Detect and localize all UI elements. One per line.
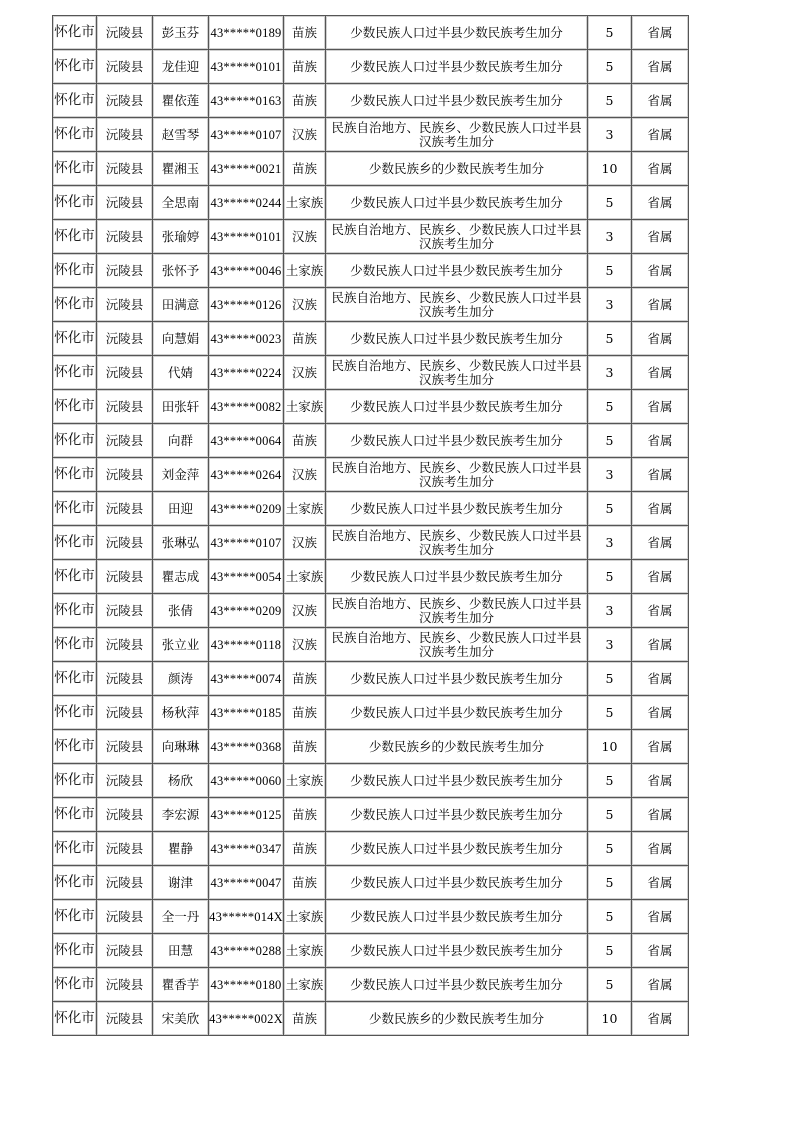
cell-bonus-reason: 少数民族人口过半县少数民族考生加分 [326,16,588,50]
cell-bonus-reason: 少数民族人口过半县少数民族考生加分 [326,696,588,730]
cell-city: 怀化市 [53,764,97,798]
cell-id-number: 43*****0074 [209,662,284,696]
cell-county: 沅陵县 [97,764,153,798]
cell-bonus-reason: 少数民族乡的少数民族考生加分 [326,730,588,764]
table-row [53,84,689,118]
cell-city: 怀化市 [53,968,97,1002]
cell-city: 怀化市 [53,288,97,322]
cell-county: 沅陵县 [97,356,153,390]
cell-bonus-points: 5 [588,492,632,526]
cell-id-number: 43*****0180 [209,968,284,1002]
table-row [53,968,689,1002]
cell-name: 张倩 [153,594,209,628]
table-row [53,322,689,356]
cell-county: 沅陵县 [97,152,153,186]
cell-name: 张瑜婷 [153,220,209,254]
cell-county: 沅陵县 [97,288,153,322]
cell-city: 怀化市 [53,900,97,934]
cell-ethnicity: 苗族 [284,866,326,900]
cell-ethnicity: 苗族 [284,50,326,84]
cell-id-number: 43*****002X [209,1002,284,1036]
cell-jurisdiction: 省属 [632,798,689,832]
table-row [53,730,689,764]
cell-city: 怀化市 [53,220,97,254]
cell-ethnicity: 苗族 [284,798,326,832]
table-row [53,16,689,50]
cell-bonus-points: 3 [588,220,632,254]
cell-jurisdiction: 省属 [632,900,689,934]
table-row [53,866,689,900]
cell-bonus-points: 5 [588,560,632,594]
cell-city: 怀化市 [53,730,97,764]
table-row [53,356,689,390]
cell-county: 沅陵县 [97,186,153,220]
cell-county: 沅陵县 [97,118,153,152]
cell-bonus-points: 3 [588,594,632,628]
table-row [53,832,689,866]
cell-bonus-points: 3 [588,526,632,560]
cell-jurisdiction: 省属 [632,764,689,798]
cell-name: 瞿依莲 [153,84,209,118]
table-row [53,1002,689,1036]
cell-bonus-reason: 民族自治地方、民族乡、少数民族人口过半县汉族考生加分 [326,220,588,254]
cell-county: 沅陵县 [97,390,153,424]
cell-name: 向琳琳 [153,730,209,764]
cell-bonus-points: 5 [588,50,632,84]
cell-bonus-points: 5 [588,424,632,458]
cell-jurisdiction: 省属 [632,866,689,900]
cell-bonus-points: 5 [588,798,632,832]
cell-county: 沅陵县 [97,594,153,628]
cell-bonus-points: 10 [588,730,632,764]
table-row [53,424,689,458]
cell-bonus-reason: 民族自治地方、民族乡、少数民族人口过半县汉族考生加分 [326,118,588,152]
cell-county: 沅陵县 [97,254,153,288]
cell-name: 全思南 [153,186,209,220]
cell-ethnicity: 汉族 [284,288,326,322]
cell-name: 瞿香芋 [153,968,209,1002]
cell-ethnicity: 苗族 [284,16,326,50]
cell-bonus-reason: 少数民族人口过半县少数民族考生加分 [326,254,588,288]
cell-bonus-reason: 少数民族人口过半县少数民族考生加分 [326,798,588,832]
table-row [53,662,689,696]
cell-name: 宋美欣 [153,1002,209,1036]
cell-id-number: 43*****0189 [209,16,284,50]
cell-city: 怀化市 [53,186,97,220]
cell-county: 沅陵县 [97,220,153,254]
cell-bonus-reason: 少数民族人口过半县少数民族考生加分 [326,84,588,118]
cell-city: 怀化市 [53,16,97,50]
cell-ethnicity: 土家族 [284,254,326,288]
cell-ethnicity: 土家族 [284,560,326,594]
cell-jurisdiction: 省属 [632,390,689,424]
cell-id-number: 43*****014X [209,900,284,934]
cell-id-number: 43*****0101 [209,50,284,84]
cell-id-number: 43*****0046 [209,254,284,288]
cell-bonus-reason: 少数民族人口过半县少数民族考生加分 [326,50,588,84]
cell-bonus-points: 3 [588,118,632,152]
cell-county: 沅陵县 [97,696,153,730]
cell-bonus-points: 5 [588,866,632,900]
cell-bonus-points: 5 [588,16,632,50]
cell-bonus-reason: 民族自治地方、民族乡、少数民族人口过半县汉族考生加分 [326,594,588,628]
cell-name: 赵雪琴 [153,118,209,152]
cell-city: 怀化市 [53,254,97,288]
cell-city: 怀化市 [53,696,97,730]
cell-county: 沅陵县 [97,798,153,832]
cell-jurisdiction: 省属 [632,628,689,662]
cell-id-number: 43*****0021 [209,152,284,186]
cell-ethnicity: 土家族 [284,390,326,424]
cell-jurisdiction: 省属 [632,254,689,288]
table-row [53,764,689,798]
cell-county: 沅陵县 [97,900,153,934]
cell-bonus-points: 5 [588,322,632,356]
cell-bonus-reason: 少数民族人口过半县少数民族考生加分 [326,424,588,458]
cell-ethnicity: 汉族 [284,356,326,390]
cell-id-number: 43*****0107 [209,526,284,560]
cell-county: 沅陵县 [97,730,153,764]
cell-ethnicity: 苗族 [284,322,326,356]
cell-bonus-reason: 少数民族乡的少数民族考生加分 [326,152,588,186]
cell-city: 怀化市 [53,628,97,662]
cell-ethnicity: 土家族 [284,934,326,968]
cell-name: 向慧娟 [153,322,209,356]
cell-name: 杨秋萍 [153,696,209,730]
cell-bonus-points: 3 [588,628,632,662]
cell-id-number: 43*****0125 [209,798,284,832]
cell-bonus-points: 5 [588,84,632,118]
cell-id-number: 43*****0224 [209,356,284,390]
cell-jurisdiction: 省属 [632,288,689,322]
cell-name: 刘金萍 [153,458,209,492]
cell-bonus-points: 10 [588,1002,632,1036]
cell-ethnicity: 汉族 [284,458,326,492]
cell-bonus-reason: 少数民族人口过半县少数民族考生加分 [326,832,588,866]
table-row [53,254,689,288]
cell-ethnicity: 土家族 [284,492,326,526]
cell-bonus-reason: 少数民族人口过半县少数民族考生加分 [326,866,588,900]
cell-ethnicity: 土家族 [284,968,326,1002]
cell-bonus-points: 5 [588,900,632,934]
cell-bonus-points: 3 [588,356,632,390]
cell-ethnicity: 汉族 [284,594,326,628]
cell-jurisdiction: 省属 [632,934,689,968]
table-row [53,118,689,152]
table-row [53,492,689,526]
cell-name: 田慧 [153,934,209,968]
table-row [53,186,689,220]
cell-city: 怀化市 [53,84,97,118]
cell-county: 沅陵县 [97,50,153,84]
cell-jurisdiction: 省属 [632,492,689,526]
cell-jurisdiction: 省属 [632,152,689,186]
cell-jurisdiction: 省属 [632,16,689,50]
cell-name: 代婧 [153,356,209,390]
cell-bonus-reason: 少数民族人口过半县少数民族考生加分 [326,764,588,798]
cell-id-number: 43*****0209 [209,594,284,628]
cell-id-number: 43*****0054 [209,560,284,594]
cell-id-number: 43*****0047 [209,866,284,900]
cell-ethnicity: 土家族 [284,186,326,220]
cell-county: 沅陵县 [97,322,153,356]
cell-bonus-points: 3 [588,458,632,492]
bonus-points-table [52,15,689,1036]
cell-name: 龙佳迎 [153,50,209,84]
cell-bonus-reason: 少数民族人口过半县少数民族考生加分 [326,186,588,220]
cell-city: 怀化市 [53,356,97,390]
cell-ethnicity: 汉族 [284,220,326,254]
cell-bonus-reason: 民族自治地方、民族乡、少数民族人口过半县汉族考生加分 [326,458,588,492]
table-row [53,594,689,628]
cell-bonus-reason: 少数民族人口过半县少数民族考生加分 [326,492,588,526]
cell-county: 沅陵县 [97,628,153,662]
cell-ethnicity: 汉族 [284,628,326,662]
cell-name: 张怀予 [153,254,209,288]
table-row [53,526,689,560]
cell-county: 沅陵县 [97,458,153,492]
cell-city: 怀化市 [53,934,97,968]
cell-county: 沅陵县 [97,492,153,526]
cell-county: 沅陵县 [97,424,153,458]
cell-bonus-points: 5 [588,696,632,730]
cell-ethnicity: 苗族 [284,662,326,696]
cell-name: 田迎 [153,492,209,526]
cell-jurisdiction: 省属 [632,322,689,356]
cell-bonus-points: 5 [588,254,632,288]
table-row [53,458,689,492]
cell-ethnicity: 苗族 [284,84,326,118]
cell-id-number: 43*****0209 [209,492,284,526]
cell-id-number: 43*****0368 [209,730,284,764]
cell-jurisdiction: 省属 [632,730,689,764]
table-row [53,50,689,84]
cell-bonus-reason: 少数民族乡的少数民族考生加分 [326,1002,588,1036]
cell-city: 怀化市 [53,492,97,526]
cell-jurisdiction: 省属 [632,662,689,696]
cell-jurisdiction: 省属 [632,50,689,84]
cell-city: 怀化市 [53,322,97,356]
cell-county: 沅陵县 [97,16,153,50]
cell-bonus-points: 5 [588,390,632,424]
cell-county: 沅陵县 [97,934,153,968]
cell-county: 沅陵县 [97,832,153,866]
cell-ethnicity: 土家族 [284,764,326,798]
cell-bonus-reason: 少数民族人口过半县少数民族考生加分 [326,390,588,424]
table-row [53,628,689,662]
cell-name: 田张轩 [153,390,209,424]
cell-jurisdiction: 省属 [632,186,689,220]
cell-name: 瞿志成 [153,560,209,594]
cell-id-number: 43*****0244 [209,186,284,220]
cell-name: 杨欣 [153,764,209,798]
cell-name: 彭玉芬 [153,16,209,50]
cell-id-number: 43*****0082 [209,390,284,424]
cell-bonus-reason: 民族自治地方、民族乡、少数民族人口过半县汉族考生加分 [326,526,588,560]
cell-jurisdiction: 省属 [632,560,689,594]
cell-name: 张琳弘 [153,526,209,560]
cell-city: 怀化市 [53,662,97,696]
cell-id-number: 43*****0126 [209,288,284,322]
cell-jurisdiction: 省属 [632,424,689,458]
cell-name: 李宏源 [153,798,209,832]
cell-bonus-points: 10 [588,152,632,186]
cell-id-number: 43*****0163 [209,84,284,118]
table-row [53,900,689,934]
cell-ethnicity: 苗族 [284,152,326,186]
cell-name: 全一丹 [153,900,209,934]
cell-jurisdiction: 省属 [632,832,689,866]
cell-name: 向群 [153,424,209,458]
cell-county: 沅陵县 [97,662,153,696]
cell-id-number: 43*****0107 [209,118,284,152]
cell-bonus-reason: 少数民族人口过半县少数民族考生加分 [326,900,588,934]
cell-ethnicity: 苗族 [284,696,326,730]
cell-ethnicity: 苗族 [284,730,326,764]
cell-county: 沅陵县 [97,560,153,594]
cell-ethnicity: 苗族 [284,1002,326,1036]
cell-bonus-points: 3 [588,288,632,322]
table-row [53,560,689,594]
cell-bonus-points: 5 [588,186,632,220]
cell-id-number: 43*****0064 [209,424,284,458]
cell-ethnicity: 汉族 [284,526,326,560]
cell-county: 沅陵县 [97,84,153,118]
cell-id-number: 43*****0347 [209,832,284,866]
cell-id-number: 43*****0023 [209,322,284,356]
cell-bonus-reason: 少数民族人口过半县少数民族考生加分 [326,662,588,696]
cell-jurisdiction: 省属 [632,118,689,152]
cell-name: 瞿静 [153,832,209,866]
cell-bonus-reason: 少数民族人口过半县少数民族考生加分 [326,322,588,356]
cell-bonus-reason: 少数民族人口过半县少数民族考生加分 [326,934,588,968]
cell-jurisdiction: 省属 [632,356,689,390]
cell-jurisdiction: 省属 [632,526,689,560]
cell-jurisdiction: 省属 [632,594,689,628]
cell-jurisdiction: 省属 [632,458,689,492]
cell-city: 怀化市 [53,152,97,186]
cell-id-number: 43*****0288 [209,934,284,968]
cell-ethnicity: 土家族 [284,900,326,934]
table-row [53,220,689,254]
cell-city: 怀化市 [53,118,97,152]
cell-name: 瞿湘玉 [153,152,209,186]
cell-bonus-reason: 少数民族人口过半县少数民族考生加分 [326,560,588,594]
cell-city: 怀化市 [53,390,97,424]
cell-name: 田满意 [153,288,209,322]
cell-city: 怀化市 [53,560,97,594]
cell-name: 张立业 [153,628,209,662]
table-row [53,798,689,832]
cell-city: 怀化市 [53,424,97,458]
cell-bonus-points: 5 [588,764,632,798]
cell-city: 怀化市 [53,594,97,628]
cell-jurisdiction: 省属 [632,696,689,730]
table-row [53,390,689,424]
cell-county: 沅陵县 [97,866,153,900]
cell-id-number: 43*****0101 [209,220,284,254]
cell-city: 怀化市 [53,866,97,900]
cell-jurisdiction: 省属 [632,968,689,1002]
cell-bonus-reason: 民族自治地方、民族乡、少数民族人口过半县汉族考生加分 [326,288,588,322]
cell-ethnicity: 苗族 [284,832,326,866]
cell-city: 怀化市 [53,50,97,84]
cell-jurisdiction: 省属 [632,1002,689,1036]
cell-bonus-reason: 少数民族人口过半县少数民族考生加分 [326,968,588,1002]
cell-city: 怀化市 [53,832,97,866]
cell-city: 怀化市 [53,526,97,560]
cell-county: 沅陵县 [97,1002,153,1036]
cell-id-number: 43*****0264 [209,458,284,492]
cell-bonus-points: 5 [588,662,632,696]
cell-bonus-points: 5 [588,832,632,866]
cell-name: 谢津 [153,866,209,900]
table-row [53,288,689,322]
table-row [53,696,689,730]
cell-id-number: 43*****0118 [209,628,284,662]
cell-county: 沅陵县 [97,968,153,1002]
cell-bonus-reason: 民族自治地方、民族乡、少数民族人口过半县汉族考生加分 [326,628,588,662]
cell-bonus-reason: 民族自治地方、民族乡、少数民族人口过半县汉族考生加分 [326,356,588,390]
table-body [53,16,689,1036]
cell-jurisdiction: 省属 [632,220,689,254]
cell-ethnicity: 汉族 [284,118,326,152]
cell-id-number: 43*****0185 [209,696,284,730]
cell-city: 怀化市 [53,798,97,832]
cell-bonus-points: 5 [588,968,632,1002]
table-row [53,934,689,968]
cell-county: 沅陵县 [97,526,153,560]
table-row [53,152,689,186]
cell-ethnicity: 苗族 [284,424,326,458]
cell-city: 怀化市 [53,458,97,492]
cell-name: 颜涛 [153,662,209,696]
cell-id-number: 43*****0060 [209,764,284,798]
cell-bonus-points: 5 [588,934,632,968]
cell-city: 怀化市 [53,1002,97,1036]
cell-jurisdiction: 省属 [632,84,689,118]
